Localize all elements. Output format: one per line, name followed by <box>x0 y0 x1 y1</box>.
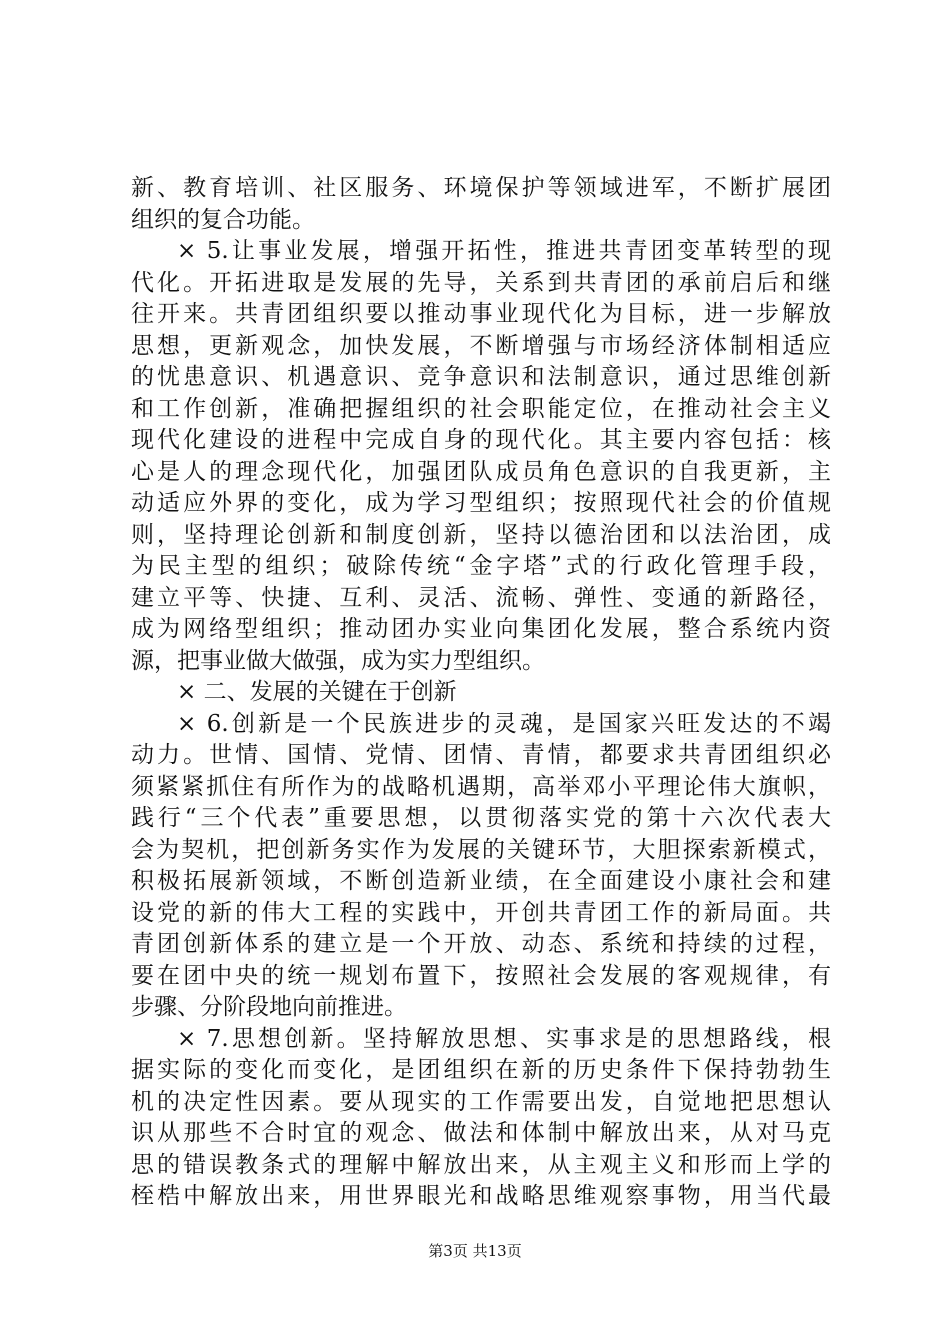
text-line: 青团创新体系的建立是一个开放、动态、系统和持续的过程， <box>131 931 831 957</box>
page-footer <box>0 1241 950 1261</box>
text-line: 和工作创新，准确把握组织的社会职能定位，在推动社会主义 <box>131 395 831 422</box>
text-line: 的忧患意识、机遇意识、竞争意识和法制意识，通过思维创新 <box>131 364 831 390</box>
text-line: 设党的新的伟大工程的实践中，开创共青团工作的新局面。共 <box>131 899 831 926</box>
text-line: 则，坚持理论创新和制度创新，坚持以德治团和以法治团，成 <box>131 521 831 548</box>
text-line: 识从那些不合时宜的观念、做法和体制中解放出来，从对马克 <box>131 1120 831 1146</box>
text-line: 组织的复合功能。 <box>131 206 315 233</box>
text-line: 步骤、分阶段地向前推进。 <box>131 994 407 1020</box>
text-line: 须紧紧抓住有所作为的战略机遇期，高举邓小平理论伟大旗帜， <box>131 773 831 800</box>
text-line: 代化。开拓进取是发展的先导，关系到共青团的承前启后和继 <box>131 269 831 296</box>
text-line: 建立平等、快捷、互利、灵活、流畅、弹性、变通的新路径， <box>131 584 831 611</box>
text-line: 动力。世情、国情、党情、团情、青情，都要求共青团组织必 <box>131 742 831 768</box>
text-line: 源，把事业做大做强，成为实力型组织。 <box>131 647 545 674</box>
text-line: 往开来。共青团组织要以推动事业现代化为目标，进一步解放 <box>131 301 831 327</box>
text-line: × 6.创新是一个民族进步的灵魂，是国家兴旺发达的不竭 <box>177 710 831 737</box>
text-line: 机的决定性因素。要从现实的工作需要出发，自觉地把思想认 <box>131 1088 831 1115</box>
text-line: 思的错误教条式的理解中解放出来，从主观主义和形而上学的 <box>131 1151 831 1178</box>
text-line: 据实际的变化而变化，是团组织在新的历史条件下保持勃勃生 <box>131 1057 831 1083</box>
page-number: 第3页 共13页 <box>428 1242 522 1260</box>
text-line: 成为网络型组织；推动团办实业向集团化发展，整合系统内资 <box>131 616 831 642</box>
text-line: 心是人的理念现代化，加强团队成员角色意识的自我更新，主 <box>131 458 831 485</box>
text-line: 动适应外界的变化，成为学习型组织；按照现代社会的价值规 <box>131 490 831 516</box>
section-heading: × 二、发展的关键在于创新 <box>177 679 457 705</box>
text-line: × 5.让事业发展，增强开拓性，推进共青团变革转型的现 <box>177 238 831 264</box>
text-line: 为民主型的组织；破除传统“金字塔”式的行政化管理手段， <box>131 553 831 579</box>
text-line: 现代化建设的进程中完成自身的现代化。其主要内容包括：核 <box>131 427 831 453</box>
text-line: 新、教育培训、社区服务、环境保护等领域进军，不断扩展团 <box>131 175 831 201</box>
text-line: 桎梏中解放出来，用世界眼光和战略思维观察事物，用当代最 <box>131 1183 831 1209</box>
text-line: 思想，更新观念，加快发展，不断增强与市场经济体制相适应 <box>131 332 831 359</box>
text-line: 积极拓展新领域，不断创造新业绩，在全面建设小康社会和建 <box>131 868 831 894</box>
text-line: 会为契机，把创新务实作为发展的关键环节，大胆探索新模式， <box>131 836 831 863</box>
text-line: × 7.思想创新。坚持解放思想、实事求是的思想路线，根 <box>177 1025 831 1052</box>
text-line: 要在团中央的统一规划布置下，按照社会发展的客观规律，有 <box>131 962 831 989</box>
body-text <box>131 173 831 1213</box>
text-line: 践行“三个代表”重要思想，以贯彻落实党的第十六次代表大 <box>131 805 831 831</box>
